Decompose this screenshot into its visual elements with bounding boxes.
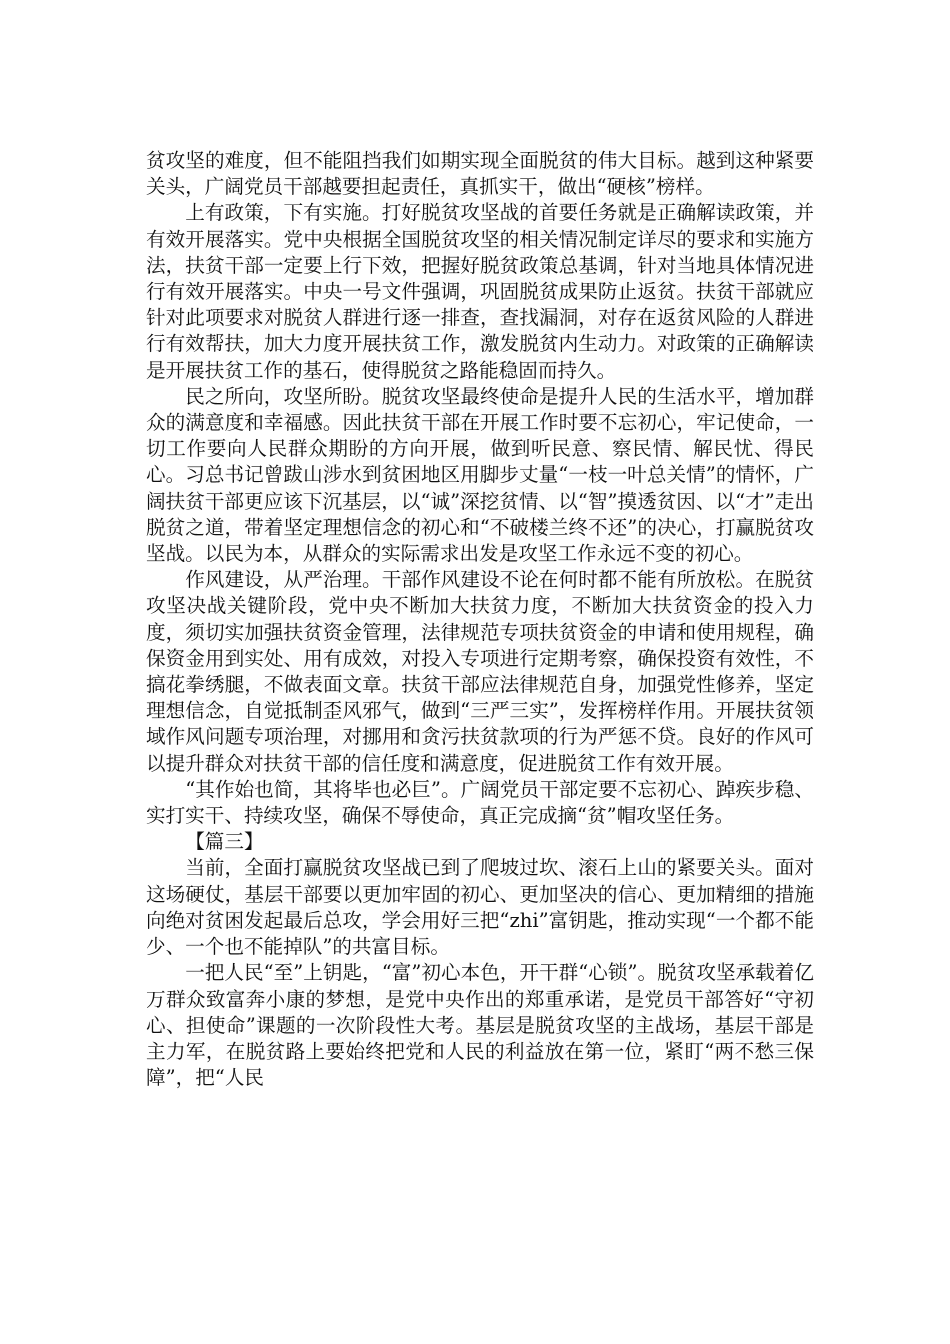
paragraph-3: 民之所向，攻坚所盼。脱贫攻坚最终使命是提升人民的生活水平，增加群众的满意度和幸福感。因此扶贫干部在开展工作时要不忘初心，牢记使命，一切工作要向人民群众期盼的方向开展，做到听民意、察民情、解民忧、得民心。习总书记曾跋山涉水到贫困地区用脚步丈量“一枝一叶总关情”的情怀，广阔扶贫干部更应该下沉基层，以“诚”深挖贫情、以“智”摸透贫因、以“才”走出脱贫之道，带着坚定理想信念的初心和“不破楼兰终不还”的决心，打赢脱贫攻坚战。以民为本，从群众的实际需求出发是攻坚工作永远不变的初心。 [146, 384, 814, 566]
paragraph-4: 作风建设，从严治理。干部作风建设不论在何时都不能有所放松。在脱贫攻坚决战关键阶段，党中央不断加大扶贫力度，不断加大扶贫资金的投入力度，须切实加强扶贫资金管理，法律规范专项扶贫资金的申请和使用规程，确保资金用到实处、用有成效，对投入专项进行定期考察，确保投资有效性，不搞花拳绣腿，不做表面文章。扶贫干部应法律规范自身，加强党性修养，坚定理想信念，自觉抵制歪风邪气，做到“三严三实”，发挥榜样作用。开展扶贫领域作风问题专项治理，对挪用和贪污扶贫款项的行为严惩不贷。良好的作风可以提升群众对扶贫干部的信任度和满意度，促进脱贫工作有效开展。 [146, 568, 814, 775]
document-body [146, 148, 814, 1091]
paragraph-5: “其作始也简，其将毕也必巨”。广阔党员干部定要不忘初心、踔疾步稳、实打实干、持续攻坚，确保不辱使命，真正完成摘“贫”帽攻坚任务。 [146, 777, 814, 828]
paragraph-7: 一把人民“至”上钥匙，“富”初心本色，开干群“心锁”。脱贫攻坚承载着亿万群众致富奔小康的梦想，是党中央作出的郑重承诺，是党员干部答好“守初心、担使命”课题的一次阶段性大考。基层是脱贫攻坚的主战场，基层干部是主力军，在脱贫路上要始终把党和人民的利益放在第一位，紧盯“两不愁三保障”，把“人民 [146, 961, 814, 1090]
paragraph-6: 当前，全面打赢脱贫攻坚战已到了爬坡过坎、滚石上山的紧要关头。面对这场硬仗，基层干部要以更加牢固的初心、更加坚决的信心、更加精细的措施向绝对贫困发起最后总攻，学会用好三把“zhi”富钥匙，推动实现“一个都不能少、一个也不能掉队”的共富目标。 [146, 856, 814, 959]
paragraph-2: 上有政策，下有实施。打好脱贫攻坚战的首要任务就是正确解读政策，并有效开展落实。党中央根据全国脱贫攻坚的相关情况制定详尽的要求和实施方法，扶贫干部一定要上行下效，把握好脱贫政策总基调，针对当地具体情况进行有效开展落实。中央一号文件强调，巩固脱贫成果防止返贫。扶贫干部就应针对此项要求对脱贫人群进行逐一排查，查找漏洞，对存在返贫风险的人群进行有效帮扶，加大力度开展扶贫工作，激发脱贫内生动力。对政策的正确解读是开展扶贫工作的基石，使得脱贫之路能稳固而持久。 [146, 201, 814, 382]
paragraph-1: 贫攻坚的难度，但不能阻挡我们如期实现全面脱贫的伟大目标。越到这种紧要关头，广阔党员干部越要担起责任，真抓实干，做出“硬核”榜样。 [146, 149, 814, 199]
section-heading: 【篇三】 [185, 830, 264, 854]
